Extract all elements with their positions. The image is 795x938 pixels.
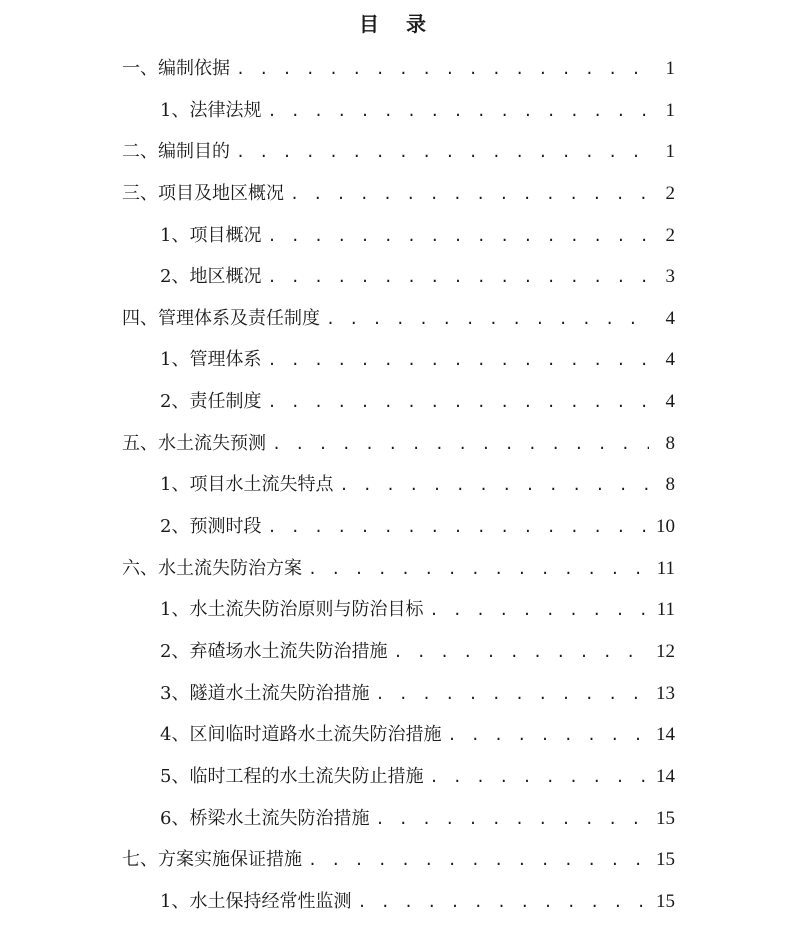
dot-leader (326, 299, 649, 341)
toc-entry-page-number: 4 (665, 391, 675, 413)
toc-entry-subsection[interactable] (0, 881, 795, 923)
dot-leader (308, 549, 649, 591)
dot-leader (290, 174, 649, 216)
toc-entry-subsection[interactable] (0, 798, 795, 840)
toc-entry-page-number: 14 (656, 724, 675, 746)
toc-entry-subsection[interactable] (0, 714, 795, 756)
toc-entry-page-number: 10 (656, 516, 675, 538)
toc-list (0, 48, 795, 922)
toc-entry-section-2[interactable] (0, 131, 795, 173)
toc-entry-page-number: 4 (665, 307, 675, 329)
toc-entry-page-number: 12 (656, 640, 675, 662)
toc-entry-page-number: 15 (656, 890, 675, 912)
dot-leader (375, 674, 649, 716)
toc-entry-title: 4、区间临时道路水土流失防治措施 (160, 724, 442, 746)
toc-entry-subsection[interactable] (0, 673, 795, 715)
dot-leader (393, 632, 649, 674)
toc-entry-page-number: 15 (656, 807, 675, 829)
toc-entry-section-3[interactable] (0, 173, 795, 215)
toc-entry-page-number: 13 (656, 682, 675, 704)
toc-entry-section-1[interactable] (0, 48, 795, 90)
dot-leader (447, 715, 649, 757)
toc-entry-title: 3、隧道水土流失防治措施 (160, 682, 370, 704)
dot-leader (267, 257, 649, 299)
toc-entry-title: 1、法律法规 (160, 99, 262, 121)
dot-leader (429, 757, 649, 799)
toc-entry-title: 6、桥梁水土流失防治措施 (160, 807, 370, 829)
toc-entry-title: 1、管理体系 (160, 349, 262, 371)
dot-leader (236, 49, 649, 91)
toc-entry-page-number: 15 (656, 849, 675, 871)
dot-leader (267, 382, 649, 424)
toc-entry-title: 七、方案实施保证措施 (122, 849, 302, 871)
dot-leader (267, 340, 649, 382)
toc-entry-title: 1、项目水土流失特点 (160, 474, 334, 496)
toc-entry-page-number: 1 (665, 99, 675, 121)
toc-entry-section-6[interactable] (0, 548, 795, 590)
dot-leader (272, 424, 649, 466)
toc-entry-page-number: 11 (656, 557, 675, 579)
toc-entry-subsection[interactable] (0, 756, 795, 798)
toc-entry-subsection[interactable] (0, 339, 795, 381)
dot-leader (357, 882, 649, 924)
toc-entry-title: 五、水土流失预测 (122, 432, 266, 454)
toc-entry-page-number: 2 (665, 182, 675, 204)
toc-entry-page-number: 3 (665, 266, 675, 288)
toc-entry-subsection[interactable] (0, 631, 795, 673)
dot-leader (267, 507, 649, 549)
toc-entry-title: 三、项目及地区概况 (122, 182, 284, 204)
toc-entry-subsection[interactable] (0, 256, 795, 298)
toc-entry-section-7[interactable] (0, 839, 795, 881)
toc-entry-title: 1、水土流失防治原则与防治目标 (160, 599, 424, 621)
toc-entry-page-number: 8 (665, 432, 675, 454)
toc-entry-title: 1、项目概况 (160, 224, 262, 246)
toc-entry-subsection[interactable] (0, 506, 795, 548)
toc-entry-section-4[interactable] (0, 298, 795, 340)
toc-entry-subsection[interactable] (0, 90, 795, 132)
toc-entry-page-number: 1 (665, 58, 675, 79)
toc-entry-title: 2、弃碴场水土流失防治措施 (160, 640, 388, 662)
dot-leader (429, 590, 649, 632)
toc-entry-title: 一、编制依据 (122, 58, 230, 79)
toc-entry-page-number: 1 (665, 141, 675, 163)
toc-entry-subsection[interactable] (0, 381, 795, 423)
toc-entry-title: 2、责任制度 (160, 391, 262, 413)
toc-entry-page-number: 4 (665, 349, 675, 371)
toc-entry-title: 四、管理体系及责任制度 (122, 307, 320, 329)
dot-leader (375, 799, 649, 841)
toc-entry-page-number: 8 (665, 474, 675, 496)
toc-entry-subsection[interactable] (0, 215, 795, 257)
dot-leader (308, 840, 649, 882)
toc-entry-title: 2、预测时段 (160, 516, 262, 538)
toc-entry-page-number: 2 (665, 224, 675, 246)
toc-entry-page-number: 11 (656, 599, 675, 621)
toc-entry-title: 5、临时工程的水土流失防止措施 (160, 765, 424, 787)
toc-entry-subsection[interactable] (0, 589, 795, 631)
toc-entry-section-5[interactable] (0, 423, 795, 465)
toc-entry-subsection[interactable] (0, 464, 795, 506)
dot-leader (339, 465, 649, 507)
toc-entry-title: 2、地区概况 (160, 266, 262, 288)
toc-entry-title: 二、编制目的 (122, 141, 230, 163)
toc-entry-page-number: 14 (656, 765, 675, 787)
toc-entry-title: 六、水土流失防治方案 (122, 557, 302, 579)
dot-leader (236, 132, 649, 174)
dot-leader (267, 91, 649, 133)
toc-title: 目 录 (359, 12, 436, 36)
dot-leader (267, 216, 649, 258)
toc-entry-title: 1、水土保持经常性监测 (160, 890, 352, 912)
